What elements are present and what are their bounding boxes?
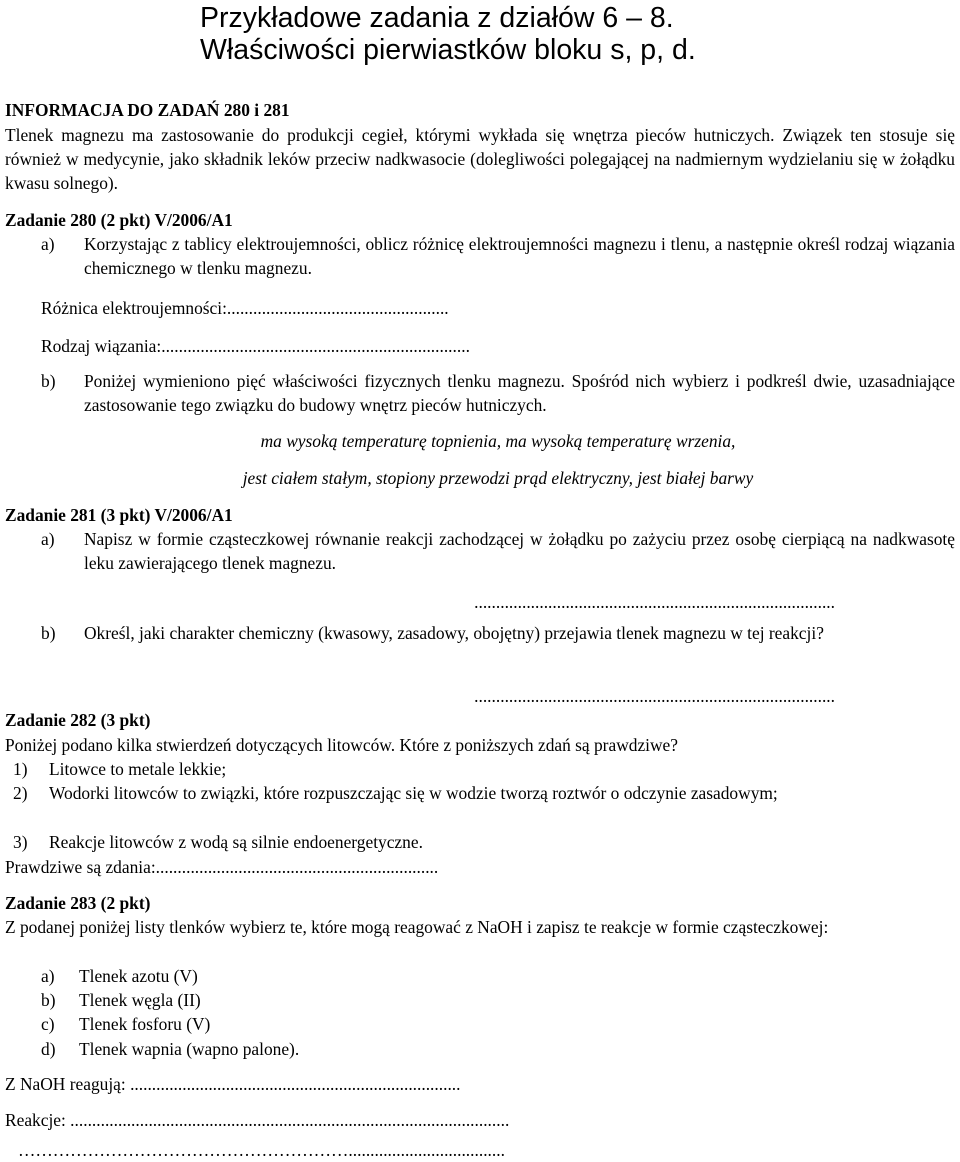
task282-item-1-text: Litowce to metale lekkie; [49, 759, 227, 779]
task283-item-b-label: b) [41, 990, 56, 1010]
task280-answer-difference: Różnica elektroujemności:................................................... [41, 298, 449, 318]
task283-answer-line: ………………………………………………….................................... [18, 1140, 505, 1160]
task283-item-d-label: d) [41, 1039, 56, 1059]
task282-item-1-label: 1) [13, 759, 28, 779]
task283-heading: Zadanie 283 (2 pkt) [5, 893, 151, 913]
task280-b-label: b) [41, 371, 56, 391]
task282-answer: Prawdziwe są zdania:................................................................. [5, 857, 439, 877]
task280-b-text: Poniżej wymieniono pięć właściwości fizycznych tlenku magnezu. Spośród nich wybierz i podkreśl dwie, uzasadniające zastosowanie tego związku do budowy wnętrz pieców hutniczych. [84, 371, 955, 416]
task280-a-text: Korzystając z tablicy elektroujemności, oblicz różnicę elektroujemności magnezu i tlenu, a następnie określ rodzaj wiązania chemicznego w tlenku magnezu. [84, 234, 955, 279]
task280-properties-line-1: ma wysoką temperaturę topnienia, ma wysoką temperaturę wrzenia, [260, 431, 736, 451]
task283-answer-reactions: Reakcje: ..................................................................................................... [5, 1110, 510, 1130]
task280-heading: Zadanie 280 (2 pkt) V/2006/A1 [5, 210, 233, 230]
task280-answer-bond-type: Rodzaj wiązania:....................................................................... [41, 336, 470, 356]
task283-answer-reacting: Z NaOH reagują: ............................................................................ [5, 1074, 461, 1094]
task281-b-answer-line: ................................................................................... [474, 686, 835, 706]
task283-item-b-text: Tlenek węgla (II) [79, 990, 201, 1010]
task282-intro: Poniżej podano kilka stwierdzeń dotyczących litowców. Które z poniższych zdań są prawdziwe? [5, 735, 678, 755]
title-line-1: Przykładowe zadania z działów 6 – 8. [200, 2, 674, 34]
task283-intro: Z podanej poniżej listy tlenków wybierz te, które mogą reagować z NaOH i zapisz te reakcje w formie cząsteczkowej: [5, 917, 829, 937]
task282-item-2-label: 2) [13, 783, 28, 803]
title-line-2: Właściwości pierwiastków bloku s, p, d. [200, 34, 696, 66]
task281-heading: Zadanie 281 (3 pkt) V/2006/A1 [5, 505, 233, 525]
page-title [200, 2, 696, 66]
task283-item-c-text: Tlenek fosforu (V) [79, 1014, 211, 1034]
task280-properties-line-2: jest ciałem stałym, stopiony przewodzi prąd elektryczny, jest białej barwy [242, 468, 754, 488]
task280-a-label: a) [41, 234, 55, 254]
task283-item-a-text: Tlenek azotu (V) [79, 966, 198, 986]
task281-a-label: a) [41, 529, 55, 549]
task282-item-3-text: Reakcje litowców z wodą są silnie endoenergetyczne. [49, 832, 423, 852]
task281-b-label: b) [41, 623, 56, 643]
task282-item-2-text: Wodorki litowców to związki, które rozpuszczając się w wodzie tworzą roztwór o odczynie zasadowym; [49, 783, 778, 803]
task281-a-answer-line: ................................................................................... [474, 592, 835, 612]
task283-item-a-label: a) [41, 966, 55, 986]
task282-heading: Zadanie 282 (3 pkt) [5, 710, 151, 730]
task283-item-c-label: c) [41, 1014, 55, 1034]
task283-item-d-text: Tlenek wapnia (wapno palone). [79, 1039, 300, 1059]
task281-a-text: Napisz w formie cząsteczkowej równanie reakcji zachodzącej w żołądku po zażyciu przez osobę cierpiącą na nadkwasotę leku zawierającego tlenek magnezu. [84, 529, 955, 574]
task281-b-text: Określ, jaki charakter chemiczny (kwasowy, zasadowy, obojętny) przejawia tlenek magnezu w tej reakcji? [84, 623, 824, 643]
info-text: Tlenek magnezu ma zastosowanie do produkcji cegieł, którymi wykłada się wnętrza pieców hutniczych. Związek ten stosuje się również w medycynie, jako składnik leków przeciw nadkwasocie (dolegliwości polegającej na nadmiernym wydzielaniu się w żołądku kwasu solnego). [5, 125, 955, 194]
task282-item-3-label: 3) [13, 832, 28, 852]
info-heading: INFORMACJA DO ZADAŃ 280 i 281 [5, 100, 290, 120]
